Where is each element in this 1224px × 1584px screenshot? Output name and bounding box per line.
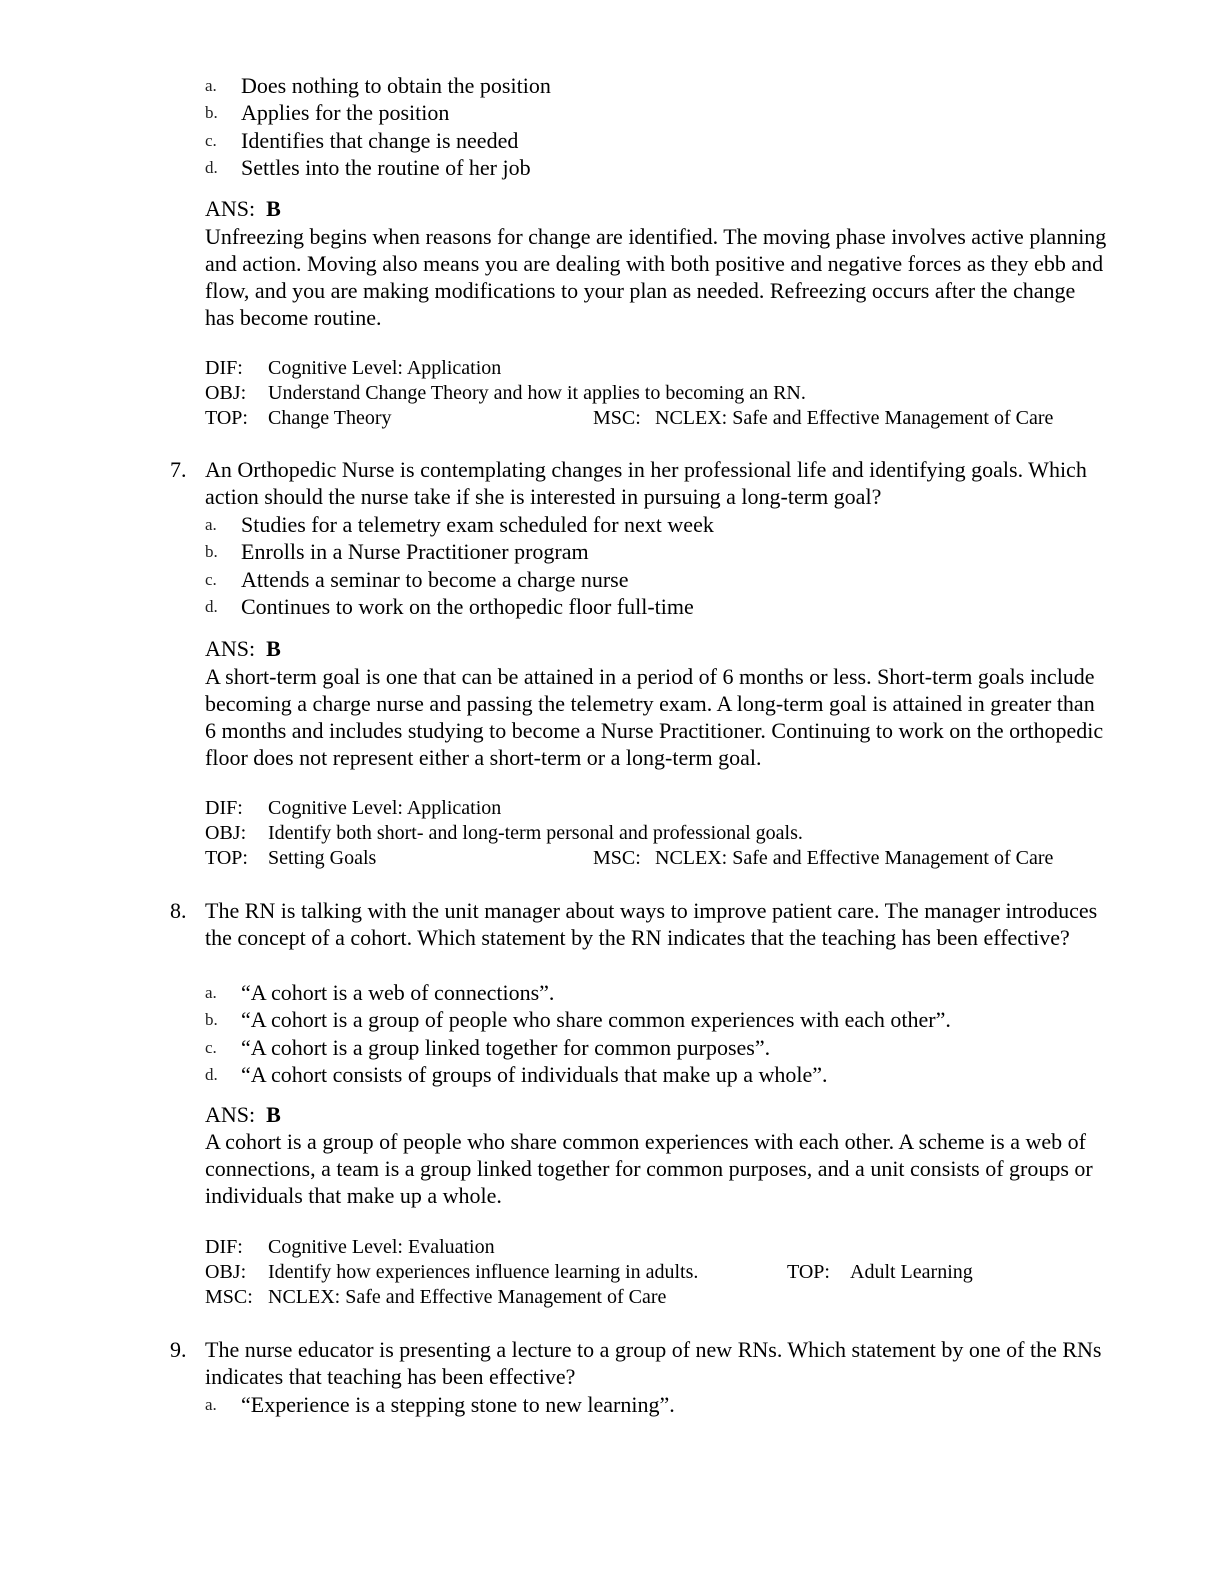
dif-label: DIF: [205,797,243,819]
msc-value: NCLEX: Safe and Effective Management of Care [655,847,1054,869]
option-letter: a. [205,515,217,534]
obj-value: Identify both short- and long-term personal and professional goals. [268,822,803,844]
msc-label: MSC: [593,847,641,869]
question-stem: The RN is talking with the unit manager about ways to improve patient care. The manager introduces the concept of a cohort. Which statement by the RN indicates that the teaching has been effective? [205,898,1098,950]
question-number: 8. [170,898,187,923]
option-text: “A cohort is a group linked together for common purposes”. [241,1034,771,1060]
option-text: Identifies that change is needed [241,127,519,153]
question-7 [170,456,1110,510]
option-text: “A cohort consists of groups of individuals that make up a whole”. [241,1061,828,1087]
option-letter: c. [205,1037,217,1057]
answer-value: B [266,1102,281,1127]
top-label: TOP: [205,847,248,869]
option-text: Continues to work on the orthopedic floor full-time [241,593,694,619]
msc-label: MSC: [593,407,641,429]
msc-label: MSC: [205,1286,253,1308]
option-letter: a. [205,1395,217,1414]
answer-line [205,196,281,222]
obj-label: OBJ: [205,822,247,844]
option-text: Attends a seminar to become a charge nurse [241,566,629,592]
dif-label: DIF: [205,357,243,379]
top-label: TOP: [787,1261,830,1283]
answer-label: ANS: [205,1102,256,1127]
question-8 [170,897,1110,951]
rationale: Unfreezing begins when reasons for change are identified. The moving phase involves active planning and action. Moving also means you are dealing with both positive and negative forces as they ebb and flow, and you are making modifications to your plan as needed. Refreezing occurs after the change has become routine. [205,224,1107,330]
option-text: Does nothing to obtain the position [241,73,551,98]
question-number: 7. [170,457,187,482]
option-letter: c. [205,569,217,589]
dif-value: Cognitive Level: Evaluation [268,1236,495,1258]
option-letter: d. [205,596,218,616]
top-value: Adult Learning [850,1261,973,1283]
option-text: Settles into the routine of her job [241,154,531,180]
dif-value: Cognitive Level: Application [268,357,502,379]
option-letter: a. [205,76,217,95]
obj-label: OBJ: [205,382,247,404]
question-stem: The nurse educator is presenting a lecture to a group of new RNs. Which statement by one of the RNs indicates that teaching has been effective? [205,1337,1102,1389]
obj-value: Understand Change Theory and how it applies to becoming an RN. [268,382,806,404]
rationale: A cohort is a group of people who share common experiences with each other. A scheme is a web of connections, a team is a group linked together for common purposes, and a unit consists of groups or individuals that make up a whole. [205,1129,1093,1208]
dif-value: Cognitive Level: Application [268,797,502,819]
option-letter: b. [205,103,218,123]
option-text: “Experience is a stepping stone to new learning”. [241,1392,675,1417]
option-text: Enrolls in a Nurse Practitioner program [241,539,589,565]
option-letter: d. [205,157,218,177]
answer-label: ANS: [205,196,256,221]
answer-value: B [266,636,281,661]
option-letter: a. [205,983,217,1002]
rationale: A short-term goal is one that can be attained in a period of 6 months or less. Short-term goals include becoming a charge nurse and passing the telemetry exam. A long-term goal is attained in greater than 6 months and includes studying to become a Nurse Practitioner. Continuing to work on the orthopedic floor does not represent either a short-term or a long-term goal. [205,664,1104,770]
top-value: Setting Goals [268,847,377,869]
option-letter: d. [205,1064,218,1084]
answer-label: ANS: [205,636,256,661]
option-letter: b. [205,1010,218,1030]
option-letter: b. [205,542,218,562]
option-text: Studies for a telemetry exam scheduled for next week [241,512,714,537]
answer-line [205,636,281,662]
answer-value: B [266,196,281,221]
obj-label: OBJ: [205,1261,247,1283]
option-text: “A cohort is a web of connections”. [241,980,555,1005]
msc-value: NCLEX: Safe and Effective Management of Care [655,407,1054,429]
question-number: 9. [170,1337,187,1362]
top-value: Change Theory [268,407,392,429]
question-9 [170,1336,1110,1390]
top-label: TOP: [205,407,248,429]
msc-value: NCLEX: Safe and Effective Management of Care [268,1286,667,1308]
obj-value: Identify how experiences influence learning in adults. [268,1261,699,1283]
option-text: “A cohort is a group of people who share common experiences with each other”. [241,1007,951,1033]
option-letter: c. [205,130,217,150]
option-text: Applies for the position [241,100,450,126]
answer-line [205,1102,281,1128]
dif-label: DIF: [205,1236,243,1258]
question-stem: An Orthopedic Nurse is contemplating changes in her professional life and identifying goals. Which action should the nurse take if she is interested in pursuing a long-term goal? [205,457,1087,509]
